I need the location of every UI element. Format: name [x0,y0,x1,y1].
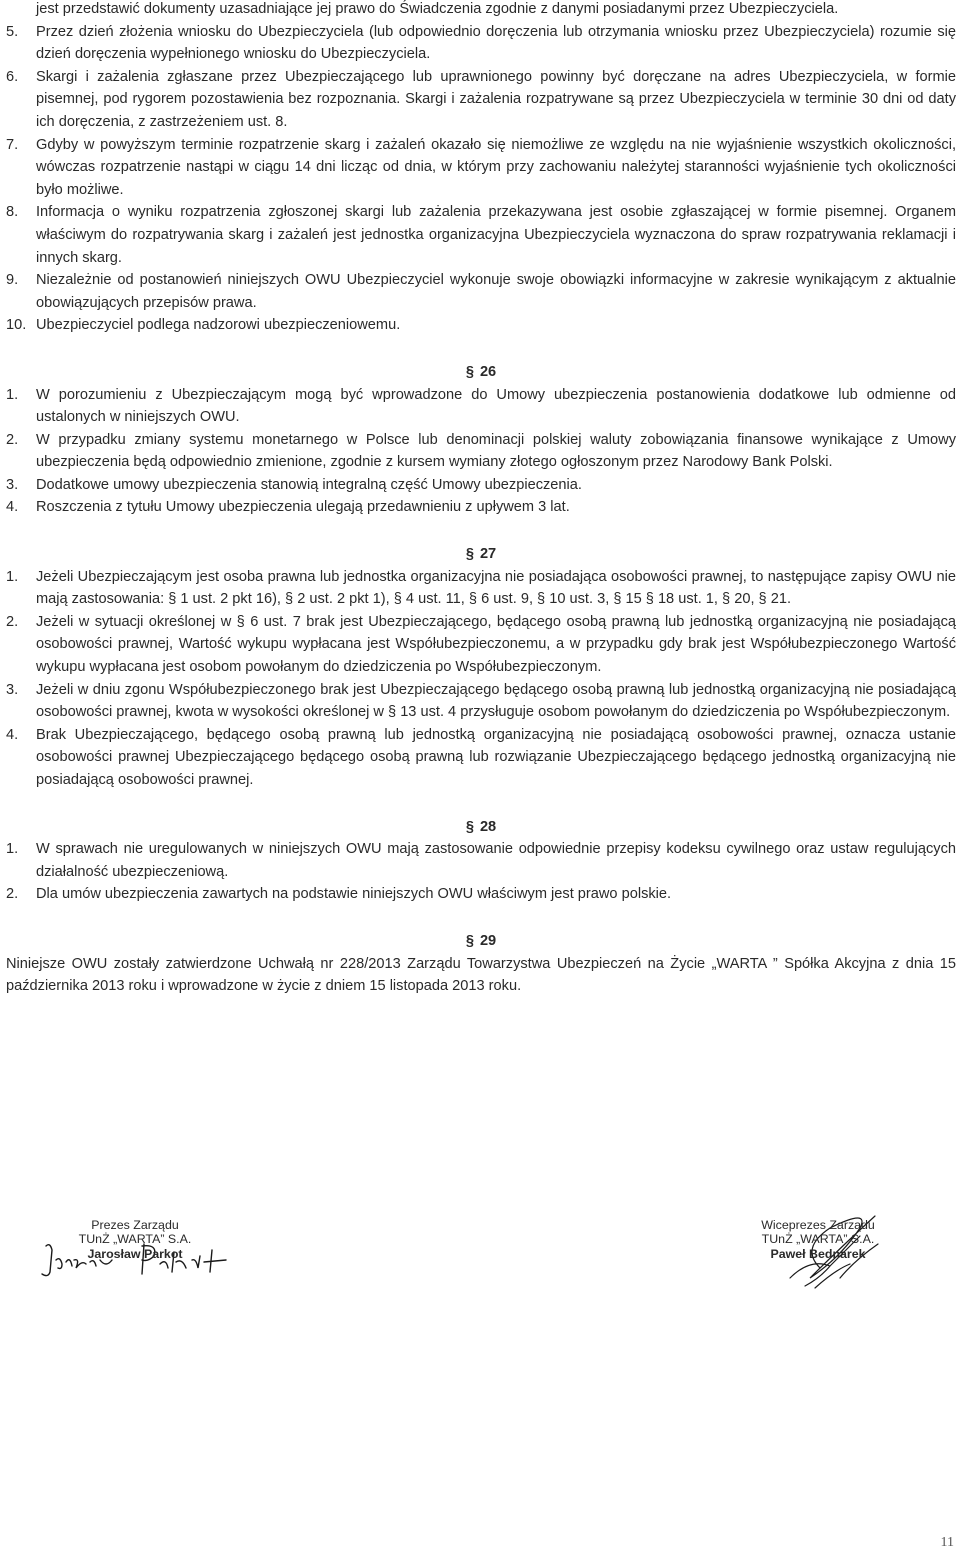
section-heading-28 [6,816,956,839]
item-text: Skargi i zażalenia zgłaszane przez Ubezpieczającego lub uprawnionego powinny być doręczane na adres Ubezpieczyciela, w formie pisemnej, pod rygorem pozostawienia bez rozpoznania. Skargi i zażalenia rozpatrywane są przez Ubezpieczyciela w terminie 30 dni od daty ich doręczenia, z zastrzeżeniem ust. 8. [36,68,956,130]
signatory-name: Paweł Bednarek [770,1246,866,1261]
list-item [6,474,956,497]
item-text: Ubezpieczyciel podlega nadzorowi ubezpieczeniowemu. [36,317,401,334]
section-26-list [6,384,956,520]
list-item [6,66,956,134]
item-text: Dla umów ubezpieczenia zawartych na podstawie niniejszych OWU właściwym jest prawo polskie. [36,886,672,903]
list-item [6,679,956,724]
signatory-role: Prezes Zarządu [91,1218,179,1232]
list-item [6,269,956,314]
list-item [6,566,956,611]
item-number: 2. [6,431,19,448]
list-item [6,384,956,429]
signatory-name: Jarosław Parkot [87,1246,183,1261]
item-text: Jeżeli w sytuacji określonej w § 6 ust. 7 brak jest Ubezpieczającego, będącego osobą prawną lub jednostką organizacyjną nie posiadającą osobowości prawnej, Wartość wykupu wypłacana jest Współubezpieczonemu, a w przypadku gdy brak jest Współubezpieczonego Wartość wykupu wypłacana jest osobom powołanym do dziedziczenia po Współubezpieczonym. [36,613,956,676]
item-text: W porozumieniu z Ubezpieczającym mogą być wprowadzone do Umowy ubezpieczenia postanowienia dodatkowe lub odmienne od ustalonych w niniejszych OWU. [36,386,956,426]
section-number: 29 [479,932,497,949]
item-text: Jeżeli w dniu zgonu Współubezpieczonego brak jest Ubezpieczającego będącego osobą prawną lub jednostką organizacyjną nie posiadającą osobowości prawnej, kwota w wysokości określonej w § 13 ust. 4 przysługuje osobom powołanym do dziedziczenia po Współubezpieczonym. [36,681,956,721]
section-heading-26 [6,361,956,384]
section-27-list [6,566,956,792]
item-text: W sprawach nie uregulowanych w niniejszych OWU mają zastosowanie odpowiednie przepisy kodeksu cywilnego oraz ustaw regulujących działalność ubezpieczeniową. [36,841,956,880]
section-symbol: § [465,363,474,380]
section-25-list [6,21,956,337]
section-number: 26 [479,363,497,380]
item-number: 6. [6,68,19,85]
continuation-text: jest przedstawić dokumenty uzasadniające jej prawo do Świadczenia zgodnie z danymi posiadanymi przez Ubezpieczyciela. [36,1,839,17]
item-number: 3. [6,681,19,698]
section-heading-29 [6,930,956,953]
item-text: Przez dzień złożenia wniosku do Ubezpieczyciela (lub odpowiednio doręczenia lub otrzymania wniosku przez Ubezpieczyciela) rozumie się dzień doręczenia wypełnionego wniosku do Ubezpieczyciela. [36,23,956,63]
section-heading-27 [6,543,956,566]
list-item [6,496,956,519]
list-item [6,0,956,21]
section-symbol: § [465,546,474,563]
item-text: Gdyby w powyższym terminie rozpatrzenie skarg i zażaleń okazało się niemożliwe ze względu na nie wyjaśnienie wszystkich okoliczności, wówczas rozpatrzenie nastąpi w ciągu 14 dni licząc od dnia, w którym przy zachowaniu należytej staranności wyjaśnienie tych okoliczności było możliwe. [36,136,956,198]
item-text: Informacja o wyniku rozpatrzenia zgłoszonej skargi lub zażalenia przekazywana jest osobie zgłaszającej w formie pisemnej. Organem właściwym do rozpatrywania skarg i zażaleń jest jednostka organizacyjna Ubezpieczyciela wyznaczona do spraw rozpatrywania reklamacji i innych skarg. [36,204,956,266]
signature-block-right [718,1218,918,1261]
list-item [6,724,956,792]
list-item [6,134,956,202]
item-text: Brak Ubezpieczającego, będącego osobą prawną lub jednostką organizacyjną nie posiadającą osobowości prawnej, oznacza ustanie osobowości prawnej Ubezpieczającego będącego osobą prawną lub rozwiązanie Ubezpieczającego będącego jednostką organizacyjną nie posiadającą osobowości prawnej. [36,726,956,788]
signatory-company: TUnŻ „WARTA” S.A. [78,1232,192,1247]
list-item [6,838,956,883]
item-number: 1. [6,841,19,858]
item-text: Roszczenia z tytułu Umowy ubezpieczenia ulegają przedawnieniu z upływem 3 lat. [36,499,570,516]
section-number: 28 [479,818,497,835]
item-number: 4. [6,499,19,516]
item-number: 7. [6,136,19,153]
item-text: W przypadku zmiany systemu monetarnego w Polsce lub denominacji polskiej waluty zobowiązania finansowe wynikające z Umowy ubezpieczenia będą odpowiednio zmienione, zgodnie z kursem wymiany złotego ogłoszonym przez Narodowy Bank Polski. [36,431,956,471]
section-28-list [6,838,956,906]
item-number: 5. [6,23,19,40]
list-item [6,429,956,474]
page-number: 11 [940,1535,954,1550]
signatory-role: Wiceprezes Zarządu [761,1218,875,1232]
section-number: 27 [479,546,497,563]
item-number: 10. [6,317,27,334]
list-item [6,883,956,906]
item-number: 4. [6,726,19,743]
section-symbol: § [465,932,474,949]
signatory-company: TUnŻ „WARTA” S.A. [761,1232,875,1247]
item-text: Dodatkowe umowy ubezpieczenia stanowią integralną część Umowy ubezpieczenia. [36,476,582,493]
item-number: 8. [6,204,19,221]
item-number: 2. [6,886,19,903]
item-number: 1. [6,386,19,403]
item-text: Jeżeli Ubezpieczającym jest osoba prawna lub jednostka organizacyjna nie posiadająca osobowości prawnej, to następujące zapisy OWU nie mają zastosowania: § 1 ust. 2 pkt 16), § 2 ust. 2 pkt 1), § 4 ust. 11, § 6 ust. 9, § 10 ust. 3, § 15 § 18 ust. 1, § 20, § 21. [36,568,956,608]
item-number: 3. [6,476,19,493]
section-symbol: § [465,818,474,835]
item-number: 1. [6,568,19,585]
list-item [6,314,956,337]
item-text: Niezależnie od postanowień niniejszych OWU Ubezpieczyciel wykonuje swoje obowiązki informacyjne w zakresie wynikającym z aktualnie obowiązujących przepisów prawa. [36,272,956,311]
closing-paragraph: Niniejsze OWU zostały zatwierdzone Uchwałą nr 228/2013 Zarządu Towarzystwa Ubezpieczeń na Życie „WARTA ” Spółka Akcyjna z dnia 15 października 2013 roku i wprowadzone w życie z dniem 15 listopada 2013 roku. [6,955,956,995]
list-item [6,21,956,66]
signature-block-left [40,1218,230,1261]
item-number: 2. [6,613,19,630]
item-number: 9. [6,272,19,289]
list-item [6,611,956,679]
document-page [6,0,956,998]
list-item [6,201,956,269]
